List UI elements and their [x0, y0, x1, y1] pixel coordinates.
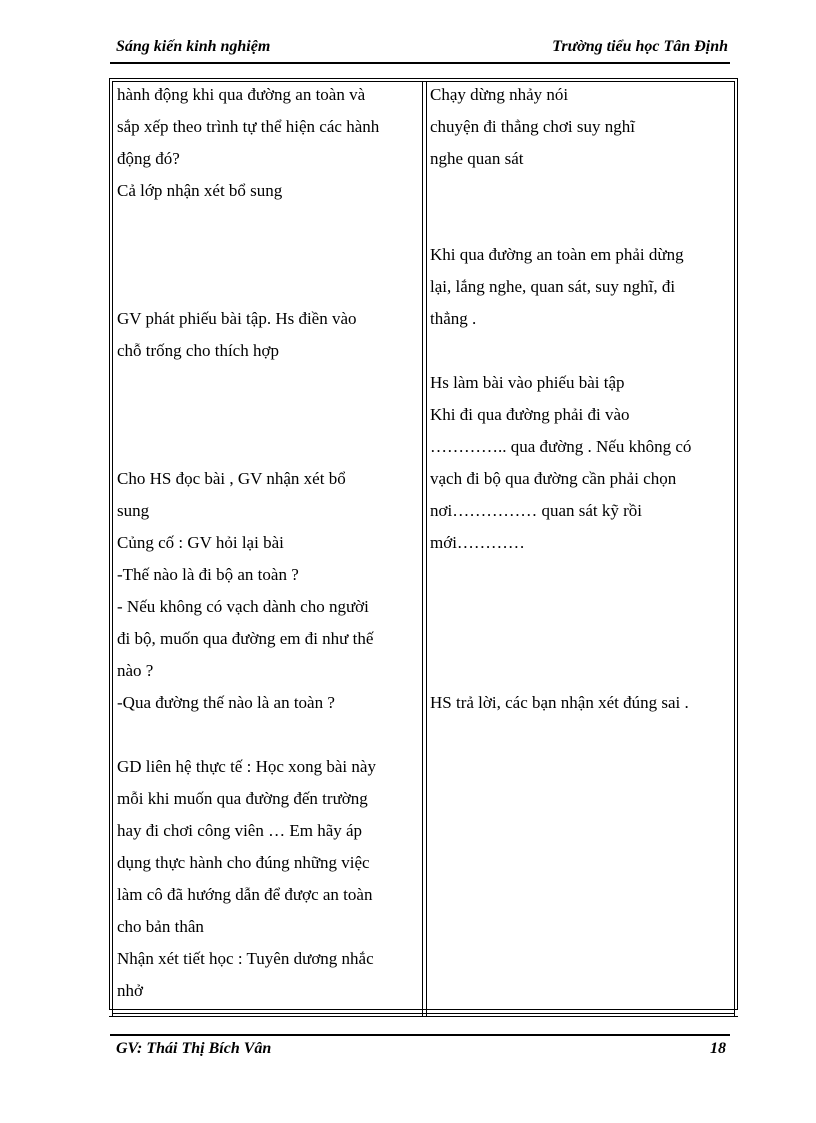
- spacer: [117, 431, 417, 463]
- left-line: hay đi chơi công viên … Em hãy áp: [117, 821, 363, 840]
- right-line: ………….. qua đường . Nếu không có: [430, 437, 692, 456]
- table-column-divider: [422, 81, 427, 1016]
- teacher-activity-column: [117, 79, 417, 1007]
- left-line: Cả lớp nhận xét bổ sung: [117, 181, 283, 200]
- header-left-title: Sáng kiến kinh nghiệm: [116, 38, 271, 55]
- spacer: [430, 175, 728, 207]
- left-line: nào ?: [117, 661, 154, 680]
- header-right-school: Trường tiểu học Tân Định: [552, 38, 728, 55]
- left-line: sắp xếp theo trình tự thể hiện các hành: [117, 117, 380, 136]
- right-line: lại, lắng nghe, quan sát, suy nghĩ, đi: [430, 277, 676, 296]
- left-line: GV phát phiếu bài tập. Hs điền vào: [117, 309, 357, 328]
- left-line: cho bản thân: [117, 917, 204, 936]
- right-line: vạch đi bộ qua đường cần phải chọn: [430, 469, 677, 488]
- right-line: nơi…………… quan sát kỹ rồi: [430, 501, 643, 520]
- spacer: [117, 271, 417, 303]
- left-line: động đó?: [117, 149, 180, 168]
- right-line: Hs làm bài vào phiếu bài tập: [430, 373, 625, 392]
- right-line: nghe quan sát: [430, 149, 524, 168]
- left-line: - Nếu không có vạch dành cho người: [117, 597, 369, 616]
- right-line: Khi qua đường an toàn em phải dừng: [430, 245, 684, 264]
- left-line: chỗ trống cho thích hợp: [117, 341, 279, 360]
- left-line: dụng thực hành cho đúng những việc: [117, 853, 370, 872]
- spacer: [117, 719, 417, 751]
- table-bottom-rule: [109, 1016, 738, 1017]
- spacer: [117, 399, 417, 431]
- footer-teacher-name: GV: Thái Thị Bích Vân: [116, 1040, 272, 1057]
- left-line: Củng cố : GV hỏi lại bài: [117, 533, 284, 552]
- spacer: [117, 367, 417, 399]
- spacer: [430, 559, 728, 591]
- student-activity-column: [430, 79, 728, 719]
- left-line: Cho HS đọc bài , GV nhận xét bổ: [117, 469, 346, 488]
- spacer: [430, 591, 728, 623]
- left-line: Nhận xét tiết học : Tuyên dương nhắc: [117, 949, 374, 968]
- right-line: mới…………: [430, 533, 525, 552]
- left-line: GD liên hệ thực tế : Học xong bài này: [117, 757, 376, 776]
- left-line: mỗi khi muốn qua đường đến trường: [117, 789, 368, 808]
- left-line: hành động khi qua đường an toàn và: [117, 85, 366, 104]
- page-number: 18: [710, 1040, 726, 1057]
- left-line: sung: [117, 501, 150, 520]
- spacer: [430, 207, 728, 239]
- right-line: Khi đi qua đường phải đi vào: [430, 405, 630, 424]
- spacer: [117, 207, 417, 239]
- left-line: -Qua đường thế nào là an toàn ?: [117, 693, 335, 712]
- left-line: nhở: [117, 981, 143, 1000]
- spacer: [117, 239, 417, 271]
- footer-rule: [110, 1034, 730, 1036]
- spacer: [430, 655, 728, 687]
- left-line: làm cô đã hướng dẫn để được an toàn: [117, 885, 373, 904]
- spacer: [430, 335, 728, 367]
- right-line: chuyện đi thẳng chơi suy nghĩ: [430, 117, 635, 136]
- spacer: [430, 623, 728, 655]
- left-line: -Thế nào là đi bộ an toàn ?: [117, 565, 299, 584]
- table-bottom-inner-rule: [112, 1013, 735, 1014]
- left-line: đi bộ, muốn qua đường em đi như thế: [117, 629, 374, 648]
- right-line: HS trả lời, các bạn nhận xét đúng sai .: [430, 693, 689, 712]
- header-rule: [110, 62, 730, 64]
- right-line: Chạy dừng nhảy nói: [430, 85, 569, 104]
- right-line: thẳng .: [430, 309, 477, 328]
